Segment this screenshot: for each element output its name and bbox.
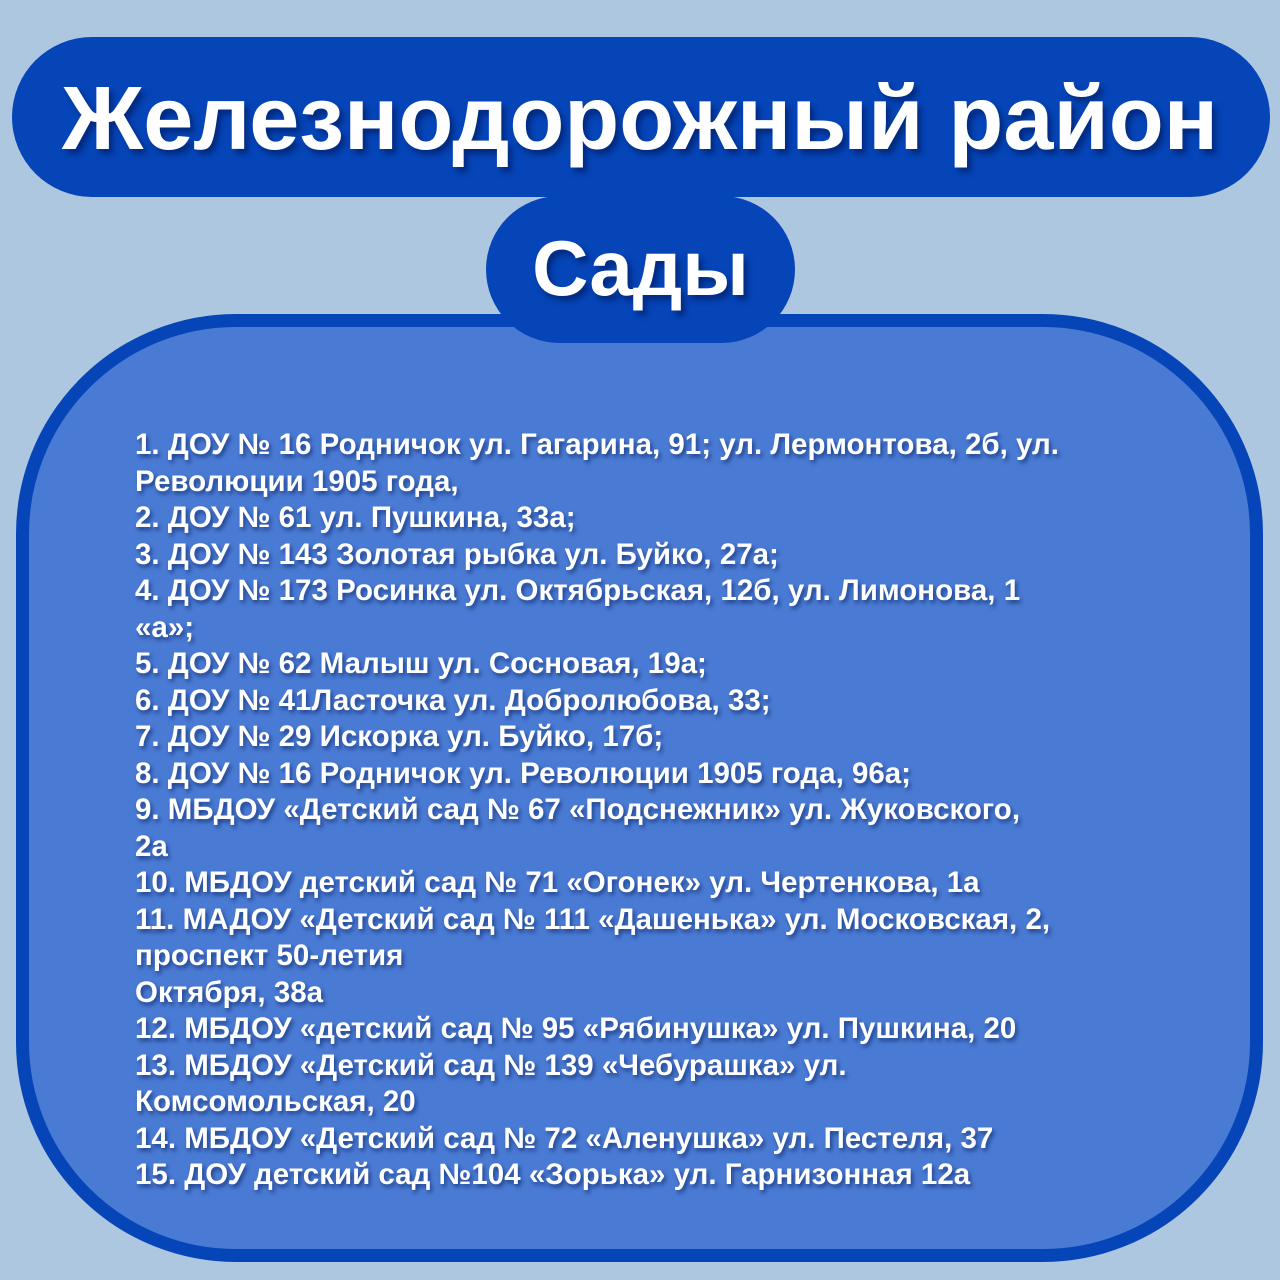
list-line: 14. МБДОУ «Детский сад № 72 «Аленушка» ул. Пестеля, 37 [135, 1121, 994, 1155]
list-line: 9. МБДОУ «Детский сад № 67 «Подснежник» ул. Жуковского, [135, 793, 1021, 826]
list-line: 4. ДОУ № 173 Росинка ул. Октябрьская, 12б, ул. Лимонова, 1 [135, 574, 1021, 607]
list-line: 1. ДОУ № 16 Родничок ул. Гагарина, 91; ул. Лермонтова, 2б, ул. [135, 428, 1059, 461]
list-line: Революции 1905 года, [135, 464, 459, 498]
page-title: Железнодорожный район [61, 69, 1219, 169]
subtitle: Сады [532, 224, 749, 312]
list-line: 15. ДОУ детский сад №104 «Зорька» ул. Гарнизонная 12а [135, 1158, 971, 1191]
list-line: 13. МБДОУ «Детский сад № 139 «Чебурашка» ул. [135, 1048, 847, 1082]
list-line: Октября, 38а [135, 975, 324, 1009]
list-line: 2а [135, 829, 168, 863]
list-line: 3. ДОУ № 143 Золотая рыбка ул. Буйко, 27а; [135, 537, 779, 571]
list-line: 6. ДОУ № 41Ласточка ул. Добролюбова, 33; [135, 683, 771, 717]
list-line: 12. МБДОУ «детский сад № 95 «Рябинушка» ул. Пушкина, 20 [135, 1012, 1017, 1045]
kindergarten-list [135, 427, 1165, 1194]
list-line: 2. ДОУ № 61 ул. Пушкина, 33а; [135, 501, 576, 534]
list-line: 11. МАДОУ «Детский сад № 111 «Дашенька» ул. Московская, 2, [135, 902, 1051, 936]
list-line: «а»; [135, 610, 195, 644]
list-line: 8. ДОУ № 16 Родничок ул. Революции 1905 года, 96а; [135, 756, 912, 790]
list-line: 10. МБДОУ детский сад № 71 «Огонек» ул. Чертенкова, 1а [135, 866, 980, 899]
list-line: 7. ДОУ № 29 Искорка ул. Буйко, 17б; [135, 720, 664, 753]
list-line: проспект 50-летия [135, 939, 404, 972]
list-line: 5. ДОУ № 62 Малыш ул. Сосновая, 19а; [135, 647, 707, 680]
list-line: Комсомольская, 20 [135, 1085, 416, 1118]
